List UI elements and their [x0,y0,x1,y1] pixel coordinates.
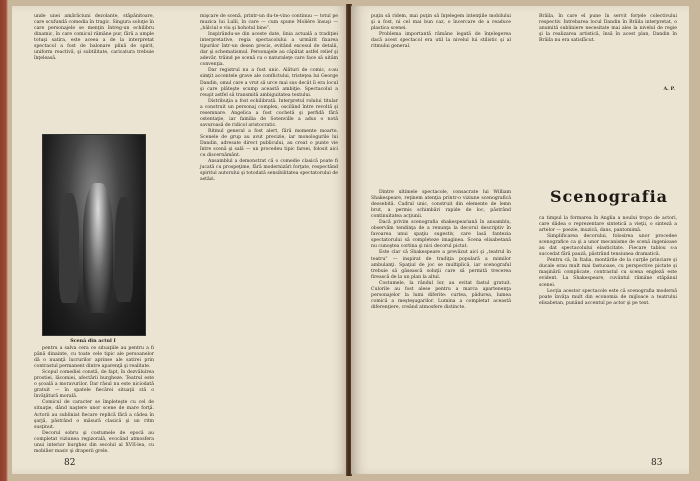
paragraph: Brăila, în care el pune în servit forţele colectivului respectiv. Intrebarea locul Dandin în Brăila interpretat, o anumită subliniere necesitate mai ales la nivelul de regie şi la realizarea artistică, însă în acest plan, Dandin în Brăila nu era satisfăcut. [539,14,677,44]
paragraph: Distribuţia a fost echilibrată. Interpretul rolului titular a construit un personaj complex, oscilând între revoltă şi resemnare. Angelica a fost cochetă şi perfidă fără ostentaţie, iar familia de Sotenville a adus o notă savuroasă de ridicol aristocratic. [200,98,338,128]
paragraph: Ansamblul a demonstrat că o comedie clasică poate fi jucată cu prospeţime, fără modernizări forţate, respectând spiritul autorului şi totodată sensibilitatea spectatorului de astăzi. [200,159,338,183]
paragraph: Ritmul general a fost alert, fără momente moarte. Scenele de grup au avut precizie, iar monologurile lui Dandin, adresate direct publicului, au creat o punte vie între scenă şi sală — un procedeu tipic farsei, folosit aici cu discernământ. [200,128,338,159]
paragraph: Costumele, la rândul lor, au evitat fastul gratuit. Culorile au fost alese pentru a marca apartenenţa personajelor la lumi diferite: curtea, pădurea, lumea comică a meşteşugarilor. Lumina a completat această diferenţiere, creând atmosfere distincte. [371,280,511,310]
photo-caption: Scenă din actul I [70,338,116,344]
paragraph: Dar registrul nu a fost unic. Alături de comic, s-au simţit accentele grave ale conflictului, tristeţea lui George Dandin, omul care a vrut să urce mai sus decât îi era locul şi care plăteşte scump această ambiţie. Spectacolul a reuşit astfel să transmită ambiguitatea textului. [200,68,338,98]
left-col1-top [34,14,154,62]
paragraph: Comicul de caracter se împleteşte cu cel de situaţie, dând naştere unor scene de mare forţă. Actorii au subliniat fiecare replică fără a cădea în şarjă, păstrând o măsură clasică şi un ritm susţinut. [34,400,154,430]
section-heading: Scenografia [549,187,669,206]
left-col1-bottom [34,346,154,455]
page-number-left: 82 [64,458,76,468]
paragraph: Dacă privim scenografia shakespeariană în ansamblu, observăm tendinţa de a renunţa la decorul descriptiv în favoarea unui spaţiu sugestiv, care lasă fantezia spectatorului să completeze imaginea. Scena elisabetană nu cunoştea cortina şi nici decorul pictat. [371,220,511,250]
paragraph: Lecţia acestor spectacole este că scenografia modernă poate învăţa mult din economia de mijloace a teatrului elisabetan, punând accentul pe actor şi pe text. [539,288,677,306]
paragraph: unde unei amărăciuni dezolante, stăpânitoare, care scufundă comedia în tragic. Singura soluţie în care personajele se menţin întreg-un echilibru dinamic, în care comicul rămâne pur, fără a umple totuşi satira, este aceea a de la interpretat spectacol a fost de balonare plină de spirit, uniform reactivă, şi subtilitate, caricatura trebuie înţeleasă. [34,14,154,62]
author-signature: A. P. [663,86,675,92]
paragraph: pentru a salva cera ce situaţiile au pentru a fi până dinainte, cu toate cele tipic ale persoanelor dă o nuanţă lucrurilor aprinse ale satirei prin contrastul permanent dintre aparenţă şi realitate. [34,346,154,370]
paragraph: Este clar că Shakespeare a prevăzut aici şi „teatrul în teatru” — inspirat de tradiţia populară a mimilor ambulanţi. Spaţiul de joc se multiplică, iar scenograful trebuie să găsească soluţii care să permită trecerea firească de la un plan la altul. [371,250,511,280]
right-col2-bottom [539,216,677,307]
page-number-right: 83 [651,458,663,468]
paragraph: Pentru că, în Italia, montările de la curţile princiare şi ducale erau mult mai fastuoase, cu perspective pictate şi maşinării complicate, contrastul cu scena engleză este evident. La Shakespeare, cuvântul rămâne stăpânul scenei. [539,258,677,288]
right-col1-bottom [371,190,511,311]
right-page [351,6,689,474]
paragraph: Problema importantă rămâne legată de înţelegerea dacă acest spectacol era util la nivelul lui stilistic şi al ritmului general. [371,32,511,50]
paragraph: Scopul comediei constă, de fapt, în dezvăluirea prostiei, lăcomiei, afectării burgheze. Teatrul este o şcoală a moravurilor. Dar râsul nu este niciodată gratuit — în spatele fiecărei situaţii stă o învăţătură morală. [34,370,154,400]
paragraph: ca timpul la formarea în Anglia a noului tropo de actori, care dădea o reprezentare sintetică a vieţii, o sinteză a artelor — poezie, muzică, dans, pantomimă. [539,216,677,234]
paragraph: Dintre ultimele spectacole, consacrate lui William Shakespeare, reţinem atenţia printr-o viziune scenografică deosebită. Cadrul unic, construit din elemente de lemn brut, a permis schimbări rapide de loc, păstrând continuitatea acţiunii. [371,190,511,220]
paragraph: mişcare de scenă, printr-un du-te-vino continuu — totul pe muzica lui Lulli, în care — cum spune Molière însuşi — „bâlciul e viu şi hohotul bine”. [200,14,338,32]
scene-photo [42,134,146,336]
paragraph: Inspirându-se din aceste date, linia actuală a tradiţiei interpretative, regia spectacolului a urmărit fixarea tipurilor într-un desen precis, evitând excesul de detalii, dar şi schematismul. Personajele au căpătat astfel relief şi adevăr, trăind pe scenă cu o naturaleţe care face să uităm convenţia. [200,32,338,68]
left-col2 [200,14,338,183]
right-col2-top [539,14,677,44]
paragraph: puţin să ridem, mai puţin să înţelegem intenţiile mobilului şi a fost, ni cel mai bun caz, o încercare de a readuce plastica scenei. [371,14,511,32]
paragraph: Simplificarea decorului, folosirea unor procedee scenografice ca şi a unor mecanisme de scenă ingenioase au dat spectacolului elasticitate. Fiecare tablou s-a succedat fără pauză, păstrând tensiunea dramatică. [539,234,677,258]
paragraph: Decorul sobru şi costumele de epocă au completat viziunea regizorală, evocând atmosfera unui interior burghez din secolul al XVII-lea, cu mobilier masiv şi draperii grele. [34,430,154,454]
left-page [12,6,349,474]
right-col1-top [371,14,511,50]
